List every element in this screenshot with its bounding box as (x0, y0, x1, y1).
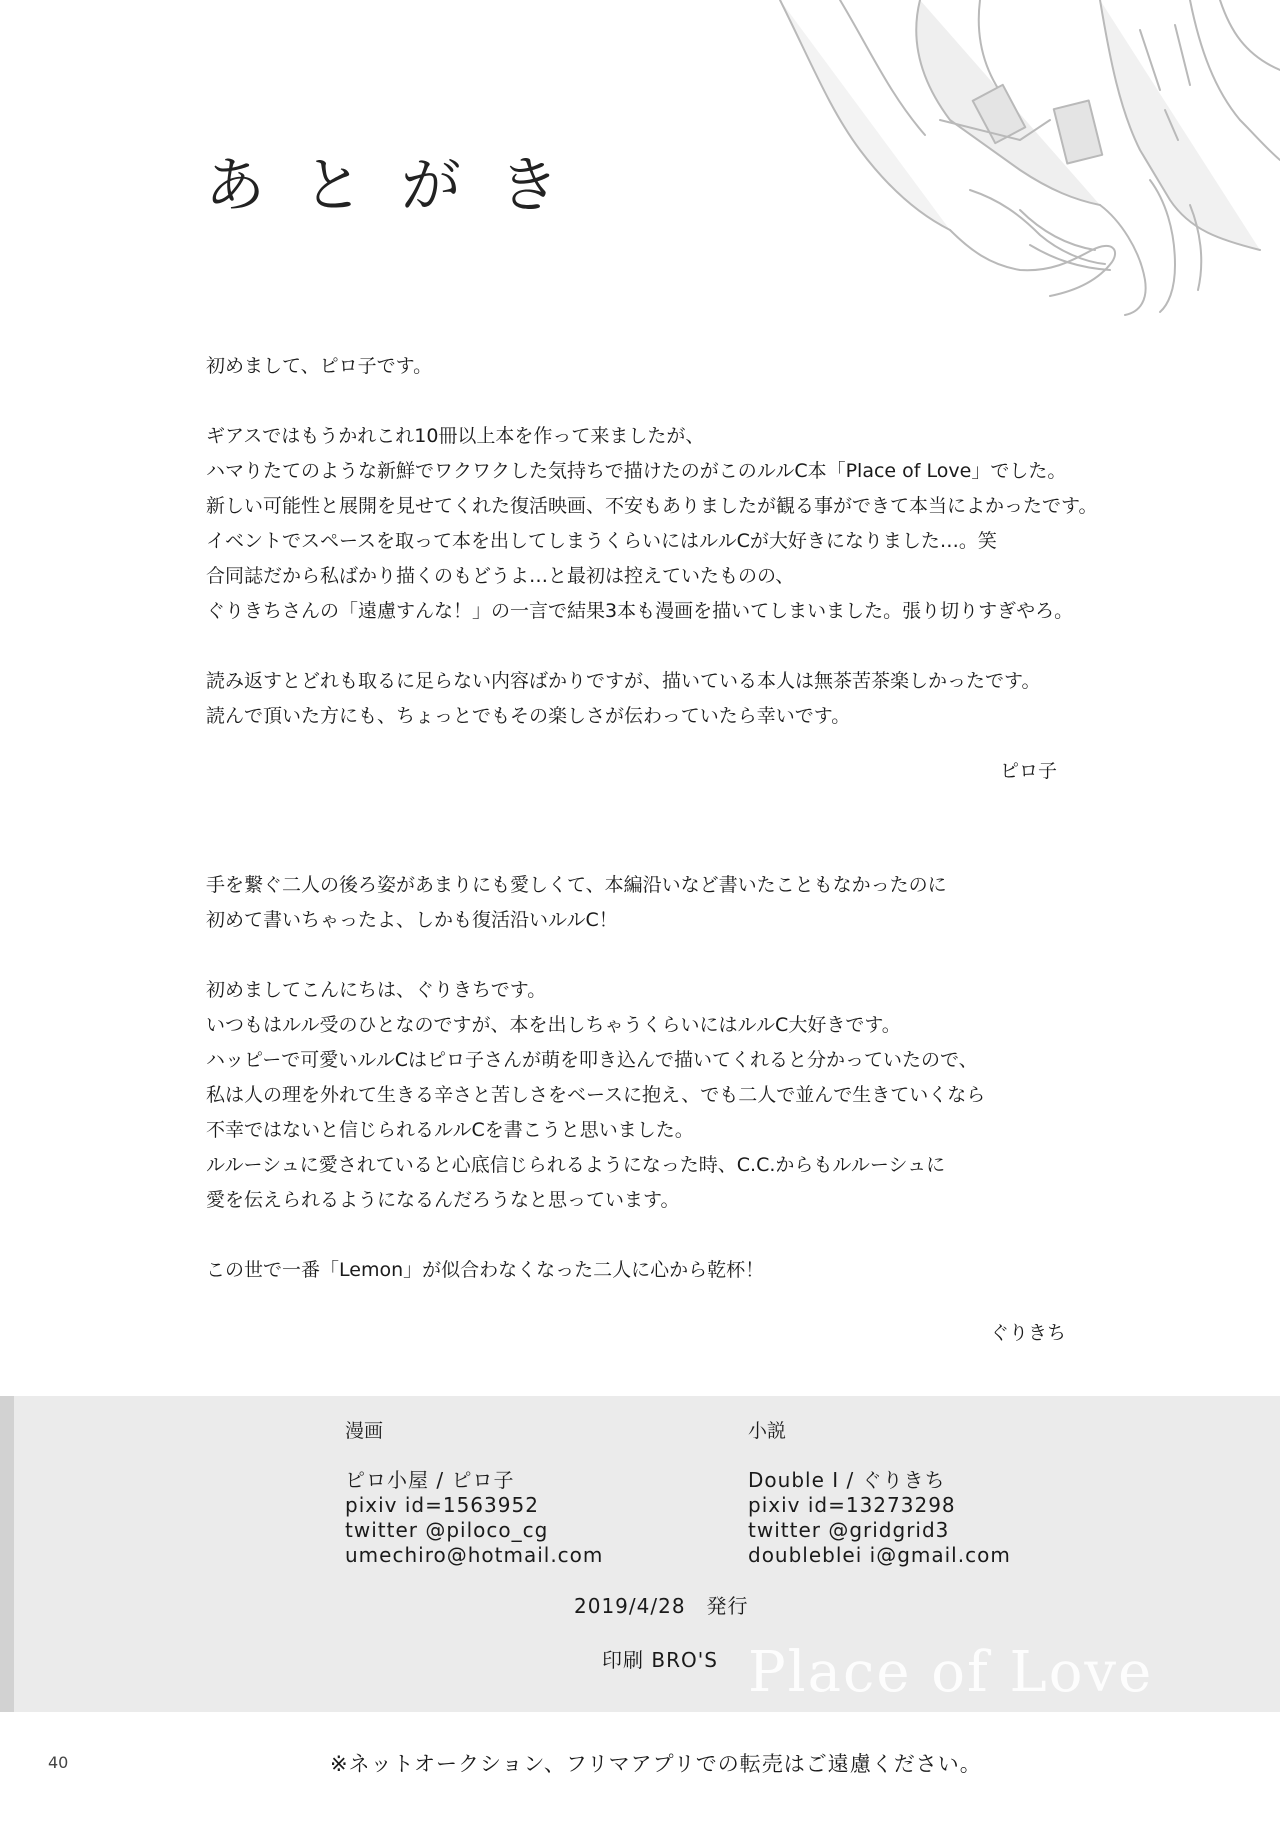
text-line: 読み返すとどれも取るに足らない内容ばかりですが、描いている本人は無茶苦茶楽しかったです。 (206, 670, 1041, 692)
blank-line (206, 629, 1106, 664)
text-line: ぐりきちさんの「遠慮すんな！」の一言で結果3本も漫画を描いてしまいました。張り切りすぎやろ。 (206, 600, 1074, 622)
text-line: 私は人の理を外れて生きる辛さと苦しさをベースに抱え、でも二人で並んで生きていくなら (206, 1084, 986, 1106)
text-line: 初めまして、ピロ子です。 (206, 355, 433, 377)
resale-notice: ※ネットオークション、フリマアプリでの転売はご遠慮ください。 (330, 1752, 982, 1776)
text-line: ハッピーで可愛いルルCはピロ子さんが萌を叩き込んで描いてくれると分かっていたので、 (206, 1049, 978, 1071)
novel-pixiv: pixiv id=13273298 (748, 1493, 956, 1517)
novel-heading: 小説 (748, 1420, 787, 1442)
title-watermark: Place of Love (748, 1640, 1154, 1705)
credits-novel (748, 1416, 1088, 1568)
panel-edge (0, 1396, 14, 1712)
blank-line (206, 1218, 1106, 1253)
afterword-title: あとがき (205, 151, 597, 221)
manga-heading: 漫画 (345, 1420, 384, 1442)
text-line: 新しい可能性と展開を見せてくれた復活映画、不安もありましたが観る事ができて本当によかったです。 (206, 495, 1098, 517)
novel-email: doubleblei i@gmail.com (748, 1543, 1011, 1567)
text-line: 手を繋ぐ二人の後ろ姿があまりにも愛しくて、本編沿いなど書いたこともなかったのに (206, 874, 947, 896)
blank-line (206, 384, 1106, 419)
publish-date: 2019/4/28 発行 (574, 1594, 749, 1618)
afterword-gurikichi (206, 868, 1106, 1288)
credits-panel (0, 1396, 1280, 1712)
signature-piroko: ピロ子 (1000, 760, 1058, 782)
text-line: 愛を伝えられるようになるんだろうなと思っています。 (206, 1189, 680, 1211)
text-line: 不幸ではないと信じられるルルCを書こうと思いました。 (206, 1119, 694, 1141)
manga-email: umechiro@hotmail.com (345, 1543, 604, 1567)
text-line: ギアスではもうかれこれ10冊以上本を作って来ましたが、 (206, 425, 705, 447)
text-line: この世で一番「Lemon」が似合わなくなった二人に心から乾杯！ (206, 1259, 765, 1281)
novel-twitter: twitter @gridgrid3 (748, 1518, 950, 1542)
text-line: 合同誌だから私ばかり描くのもどうよ…と最初は控えていたものの、 (206, 565, 795, 587)
novel-circle: Double I / ぐりきち (748, 1468, 946, 1492)
text-line: イベントでスペースを取って本を出してしまうくらいにはルルCが大好きになりました…。笑 (206, 530, 997, 552)
signature-gurikichi: ぐりきち (990, 1322, 1067, 1344)
clasped-hands-illustration (720, 0, 1280, 330)
manga-circle: ピロ小屋 / ピロ子 (345, 1468, 515, 1492)
text-line: いつもはルル受のひとなのですが、本を出しちゃうくらいにはルルC大好きです。 (206, 1014, 901, 1036)
text-line: ルルーシュに愛されていると心底信じられるようになった時、C.C.からもルルーシュに (206, 1154, 946, 1176)
manga-twitter: twitter @piloco_cg (345, 1518, 549, 1542)
text-line: ハマりたてのような新鮮でワクワクした気持ちで描けたのがこのルルC本「Place of Love」でした。 (206, 460, 1067, 482)
text-line: 初めて書いちゃったよ、しかも復活沿いルルC！ (206, 909, 618, 931)
text-line: 初めましてこんにちは、ぐりきちです。 (206, 979, 547, 1001)
page-number: 40 (48, 1753, 69, 1772)
credits-manga (345, 1416, 685, 1568)
blank-line (206, 938, 1106, 973)
afterword-piroko (206, 349, 1106, 734)
manga-pixiv: pixiv id=1563952 (345, 1493, 539, 1517)
text-line: 読んで頂いた方にも、ちょっとでもその楽しさが伝わっていたら幸いです。 (206, 705, 851, 727)
printer: 印刷 BRO'S (602, 1648, 718, 1672)
